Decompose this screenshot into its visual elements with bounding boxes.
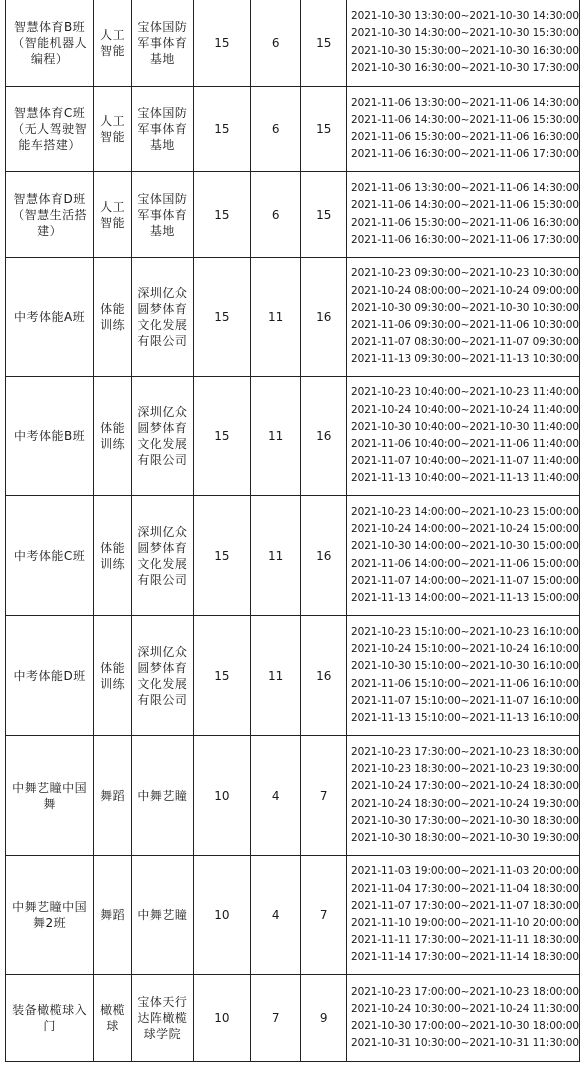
category-cell: [94, 172, 132, 258]
course-name-cell-line: 中舞艺瞳中国: [12, 900, 88, 914]
organization-cell-line: 宝体国防: [137, 191, 188, 206]
time-slot-cell: [347, 496, 580, 616]
time-slot-cell-line: 2021-10-24 18:30:00~2021-10-24 19:30:00: [351, 797, 579, 810]
time-slot-cell-line: 2021-10-30 18:30:00~2021-10-30 19:30:00: [351, 831, 579, 844]
course-name-cell: [6, 0, 94, 87]
organization-cell-line: 基地: [149, 223, 175, 238]
time-slot-cell: [347, 377, 580, 496]
time-slot-cell-line: 2021-11-07 17:30:00~2021-11-07 18:30:00: [351, 899, 579, 912]
time-slot-cell-line: 2021-10-30 14:00:00~2021-10-30 15:00:00: [351, 540, 579, 553]
organization-cell-line: 军事体育: [137, 207, 188, 222]
table-row: [6, 736, 580, 856]
organization-cell: [132, 856, 194, 975]
organization-cell: [132, 172, 194, 258]
time-slot-cell-line: 2021-11-06 16:30:00~2021-11-06 17:30:00: [351, 148, 579, 161]
organization-cell-line: 圆梦体育: [137, 660, 188, 675]
time-slot-cell-line: 2021-10-24 15:10:00~2021-10-24 16:10:00: [351, 643, 579, 656]
category-cell-line: 训练: [100, 676, 126, 691]
time-slot-cell-line: 2021-10-30 15:30:00~2021-10-30 16:30:00: [351, 44, 579, 57]
time-slot-cell-line: 2021-11-13 10:40:00~2021-11-13 11:40:00: [351, 472, 579, 485]
organization-cell-line: 球学院: [143, 1027, 182, 1041]
course-name-cell-line: 中舞艺瞳中国: [12, 780, 88, 795]
time-slot-cell-line: 2021-11-06 13:30:00~2021-11-06 14:30:00: [351, 96, 579, 109]
category-cell-line: 训练: [100, 556, 126, 571]
course-name-cell-line: 门: [43, 1019, 56, 1033]
time-slot-cell: [347, 258, 580, 377]
organization-cell-line: 有限公司: [137, 692, 188, 707]
table-row: [6, 0, 580, 87]
time-slot-cell-line: 2021-10-23 17:30:00~2021-10-23 18:30:00: [351, 745, 579, 758]
course-name-cell-line: （无人驾驶智: [12, 122, 88, 136]
count-cell-1: 10: [193, 975, 250, 1062]
category-cell-line: 球: [106, 1019, 119, 1033]
time-slot-cell-line: 2021-11-06 16:30:00~2021-11-06 17:30:00: [351, 233, 579, 246]
time-slot-cell-line: 2021-11-06 14:00:00~2021-11-06 15:00:00: [351, 557, 579, 570]
count-cell-3: 16: [301, 377, 347, 496]
count-cell-3: 16: [301, 616, 347, 736]
count-cell-2: 11: [250, 377, 300, 496]
organization-cell-line: 文化发展: [137, 676, 188, 691]
count-cell-2: 4: [250, 736, 300, 856]
category-cell: [94, 736, 132, 856]
course-name-cell-line: 中考体能A班: [13, 310, 86, 324]
count-cell-2: 4: [250, 856, 300, 975]
organization-cell: [132, 377, 194, 496]
organization-cell: [132, 496, 194, 616]
schedule-body: [6, 0, 580, 1062]
organization-cell-line: 圆梦体育: [137, 421, 188, 435]
category-cell: [94, 496, 132, 616]
course-name-cell-line: 舞: [43, 796, 56, 811]
table-row: [6, 975, 580, 1062]
category-cell-line: 体能: [100, 660, 126, 675]
category-cell-line: 训练: [100, 437, 126, 451]
category-cell-line: 体能: [100, 540, 126, 555]
category-cell: [94, 0, 132, 87]
time-slot-cell-line: 2021-11-06 14:30:00~2021-11-06 15:30:00: [351, 199, 579, 212]
count-cell-2: 11: [250, 616, 300, 736]
category-cell-line: 舞蹈: [100, 788, 126, 803]
category-cell-line: 人工: [100, 114, 126, 128]
time-slot-cell-line: 2021-10-23 15:10:00~2021-10-23 16:10:00: [351, 625, 579, 638]
count-cell-2: 11: [250, 496, 300, 616]
category-cell-line: 智能: [100, 43, 126, 58]
time-slot-cell: [347, 975, 580, 1062]
count-cell-3: 9: [301, 975, 347, 1062]
time-slot-cell-line: 2021-11-06 15:30:00~2021-11-06 16:30:00: [351, 131, 579, 143]
time-slot-cell: [347, 736, 580, 856]
course-name-cell-line: 中考体能B班: [13, 429, 86, 443]
course-name-cell-line: （智慧生活搭: [12, 207, 88, 222]
category-cell-line: 人工: [100, 199, 126, 214]
time-slot-cell: [347, 172, 580, 258]
count-cell-2: 6: [250, 172, 300, 258]
organization-cell: [132, 616, 194, 736]
category-cell: [94, 258, 132, 377]
organization-cell-line: 文化发展: [137, 318, 188, 332]
time-slot-cell-line: 2021-11-13 09:30:00~2021-11-13 10:30:00: [351, 353, 579, 366]
course-name-cell: [6, 377, 94, 496]
time-slot-cell-line: 2021-11-07 08:30:00~2021-11-07 09:30:00: [351, 336, 579, 349]
count-cell-2: 6: [250, 87, 300, 172]
time-slot-cell-line: 2021-11-07 15:10:00~2021-11-07 16:10:00: [351, 694, 579, 707]
category-cell-line: 体能: [100, 421, 126, 435]
count-cell-1: 15: [193, 616, 250, 736]
category-cell-line: 训练: [100, 318, 126, 332]
count-cell-3: 16: [301, 496, 347, 616]
category-cell: [94, 377, 132, 496]
time-slot-cell-line: 2021-11-14 17:30:00~2021-11-14 18:30:00: [351, 951, 579, 964]
organization-cell-line: 宝体天行: [137, 995, 188, 1009]
course-name-cell: [6, 496, 94, 616]
time-slot-cell-line: 2021-11-13 14:00:00~2021-11-13 15:00:00: [351, 591, 579, 604]
organization-cell-line: 宝体国防: [137, 19, 188, 34]
course-name-cell-line: 智慧体育C班: [13, 106, 86, 120]
count-cell-1: 10: [193, 736, 250, 856]
organization-cell-line: 中舞艺瞳: [137, 788, 188, 803]
table-row: [6, 496, 580, 616]
time-slot-cell-line: 2021-10-23 14:00:00~2021-10-23 15:00:00: [351, 505, 579, 518]
time-slot-cell-line: 2021-10-24 14:00:00~2021-10-24 15:00:00: [351, 523, 579, 536]
time-slot-cell-line: 2021-10-30 14:30:00~2021-10-30 15:30:00: [351, 27, 579, 40]
time-slot-cell-line: 2021-10-23 10:40:00~2021-10-23 11:40:00: [351, 386, 579, 399]
count-cell-3: 7: [301, 856, 347, 975]
time-slot-cell-line: 2021-10-24 10:40:00~2021-10-24 11:40:00: [351, 403, 579, 416]
time-slot-cell: [347, 856, 580, 975]
time-slot-cell-line: 2021-10-30 15:10:00~2021-10-30 16:10:00: [351, 660, 579, 673]
count-cell-1: 15: [193, 172, 250, 258]
course-name-cell: [6, 172, 94, 258]
time-slot-cell: [347, 616, 580, 736]
count-cell-3: 15: [301, 172, 347, 258]
course-name-cell-line: 编程）: [30, 51, 69, 66]
table-row: [6, 172, 580, 258]
organization-cell-line: 宝体国防: [137, 106, 188, 120]
time-slot-cell: [347, 87, 580, 172]
category-cell: [94, 975, 132, 1062]
time-slot-cell-line: 2021-11-07 10:40:00~2021-11-07 11:40:00: [351, 455, 579, 468]
time-slot-cell-line: 2021-11-10 19:00:00~2021-11-10 20:00:00: [351, 917, 579, 929]
course-name-cell: [6, 975, 94, 1062]
course-name-cell: [6, 87, 94, 172]
count-cell-1: 15: [193, 496, 250, 616]
organization-cell-line: 文化发展: [137, 437, 188, 451]
time-slot-cell-line: 2021-11-04 17:30:00~2021-11-04 18:30:00: [351, 882, 579, 895]
organization-cell-line: 有限公司: [137, 334, 188, 348]
course-name-cell-line: 装备橄榄球入: [12, 1003, 88, 1017]
organization-cell-line: 基地: [149, 51, 175, 66]
organization-cell-line: 军事体育: [137, 35, 188, 50]
time-slot-cell-line: 2021-11-03 19:00:00~2021-11-03 20:00:00: [351, 865, 579, 878]
category-cell: [94, 616, 132, 736]
organization-cell: [132, 258, 194, 377]
time-slot-cell-line: 2021-10-31 10:30:00~2021-10-31 11:30:00: [351, 1037, 579, 1050]
course-name-cell: [6, 258, 94, 377]
category-cell-line: 舞蹈: [100, 908, 126, 922]
count-cell-3: 15: [301, 87, 347, 172]
category-cell-line: 橄榄: [100, 1003, 126, 1017]
organization-cell-line: 基地: [149, 138, 175, 152]
table-row: [6, 87, 580, 172]
organization-cell-line: 中舞艺瞳: [137, 908, 188, 922]
count-cell-2: 7: [250, 975, 300, 1062]
time-slot-cell-line: 2021-10-30 10:40:00~2021-10-30 11:40:00: [351, 420, 579, 433]
category-cell: [94, 856, 132, 975]
schedule-table: [5, 0, 580, 1062]
time-slot-cell-line: 2021-10-30 17:00:00~2021-10-30 18:00:00: [351, 1020, 579, 1032]
course-name-cell-line: 中考体能D班: [13, 668, 86, 683]
count-cell-1: 15: [193, 0, 250, 87]
course-name-cell-line: 智慧体育D班: [13, 191, 86, 206]
course-name-cell: [6, 616, 94, 736]
organization-cell-line: 圆梦体育: [137, 540, 188, 555]
organization-cell: [132, 736, 194, 856]
course-name-cell-line: 能车搭建）: [18, 138, 81, 152]
table-row: [6, 856, 580, 975]
course-name-cell: [6, 736, 94, 856]
course-name-cell-line: 中考体能C班: [13, 548, 86, 563]
organization-cell-line: 有限公司: [137, 453, 188, 467]
category-cell-line: 体能: [100, 302, 126, 316]
time-slot-cell-line: 2021-10-30 09:30:00~2021-10-30 10:30:00: [351, 301, 579, 314]
category-cell-line: 智能: [100, 130, 126, 144]
time-slot-cell-line: 2021-10-23 09:30:00~2021-10-23 10:30:00: [351, 267, 579, 280]
count-cell-3: 16: [301, 258, 347, 377]
organization-cell-line: 文化发展: [137, 556, 188, 571]
organization-cell-line: 军事体育: [137, 122, 188, 136]
time-slot-cell-line: 2021-10-23 17:00:00~2021-10-23 18:00:00: [351, 985, 579, 998]
count-cell-2: 6: [250, 0, 300, 87]
time-slot-cell-line: 2021-11-06 15:30:00~2021-11-06 16:30:00: [351, 216, 579, 229]
table-row: [6, 377, 580, 496]
time-slot-cell-line: 2021-11-06 10:40:00~2021-11-06 11:40:00: [351, 438, 579, 450]
time-slot-cell: [347, 0, 580, 87]
count-cell-3: 15: [301, 0, 347, 87]
organization-cell-line: 有限公司: [137, 572, 188, 587]
time-slot-cell-line: 2021-10-30 13:30:00~2021-10-30 14:30:00: [351, 10, 579, 23]
organization-cell: [132, 0, 194, 87]
organization-cell-line: 圆梦体育: [137, 302, 188, 316]
organization-cell: [132, 87, 194, 172]
time-slot-cell-line: 2021-11-06 13:30:00~2021-11-06 14:30:00: [351, 182, 579, 195]
time-slot-cell-line: 2021-11-06 14:30:00~2021-11-06 15:30:00: [351, 113, 579, 126]
course-name-cell-line: 舞2班: [33, 916, 67, 930]
time-slot-cell-line: 2021-10-24 10:30:00~2021-10-24 11:30:00: [351, 1002, 579, 1015]
time-slot-cell-line: 2021-10-24 08:00:00~2021-10-24 09:00:00: [351, 284, 579, 297]
category-cell: [94, 87, 132, 172]
organization-cell-line: 深圳亿众: [137, 524, 188, 539]
course-name-cell-line: （智能机器人: [12, 35, 88, 50]
count-cell-1: 10: [193, 856, 250, 975]
organization-cell-line: 深圳亿众: [137, 405, 188, 419]
time-slot-cell-line: 2021-11-06 09:30:00~2021-11-06 10:30:00: [351, 319, 579, 331]
organization-cell-line: 深圳亿众: [137, 286, 188, 300]
count-cell-3: 7: [301, 736, 347, 856]
time-slot-cell-line: 2021-11-07 14:00:00~2021-11-07 15:00:00: [351, 574, 579, 587]
time-slot-cell-line: 2021-10-30 16:30:00~2021-10-30 17:30:00: [351, 61, 579, 74]
count-cell-1: 15: [193, 87, 250, 172]
time-slot-cell-line: 2021-11-13 15:10:00~2021-11-13 16:10:00: [351, 711, 579, 724]
table-row: [6, 258, 580, 377]
organization-cell: [132, 975, 194, 1062]
course-name-cell: [6, 856, 94, 975]
time-slot-cell-line: 2021-10-30 17:30:00~2021-10-30 18:30:00: [351, 814, 579, 827]
time-slot-cell-line: 2021-11-11 17:30:00~2021-11-11 18:30:00: [351, 934, 579, 947]
category-cell-line: 人工: [100, 27, 126, 42]
time-slot-cell-line: 2021-10-23 18:30:00~2021-10-23 19:30:00: [351, 763, 579, 776]
table-row: [6, 616, 580, 736]
organization-cell-line: 深圳亿众: [137, 644, 188, 659]
count-cell-1: 15: [193, 258, 250, 377]
count-cell-2: 11: [250, 258, 300, 377]
course-name-cell-line: 建）: [37, 223, 63, 238]
count-cell-1: 15: [193, 377, 250, 496]
organization-cell-line: 达阵橄榄: [137, 1011, 188, 1025]
course-name-cell-line: 智慧体育B班: [13, 19, 86, 34]
time-slot-cell-line: 2021-10-24 17:30:00~2021-10-24 18:30:00: [351, 780, 579, 793]
time-slot-cell-line: 2021-11-06 15:10:00~2021-11-06 16:10:00: [351, 677, 579, 690]
category-cell-line: 智能: [100, 215, 126, 230]
